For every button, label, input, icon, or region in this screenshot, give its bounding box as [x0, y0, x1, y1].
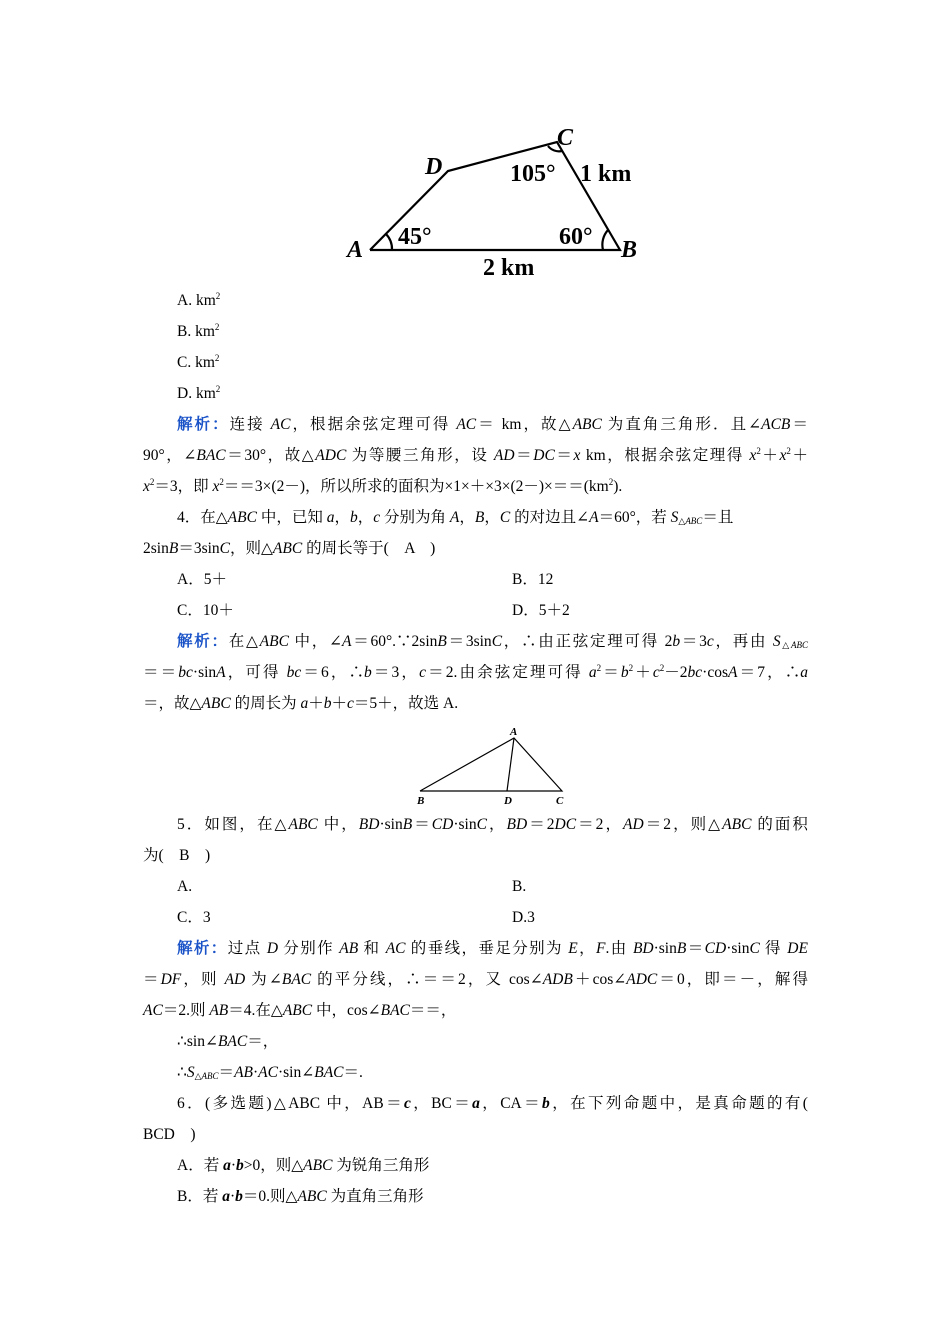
- q6-option-a: A．若 a·b>0，则△ABC 为锐角三角形: [177, 1157, 430, 1174]
- fig2-vertex-d: D: [504, 795, 512, 807]
- q5-option-b: B.: [512, 878, 527, 895]
- q5-solution-line2: ＝DF，则 AD 为∠BAC 的平分线，∴＝＝2，又 cos∠ADB＋cos∠ADC＝0，即＝－，解得: [143, 971, 808, 988]
- side-bc-label: 1 km: [580, 161, 632, 187]
- q5-solution-line1: 解析：过点 D 分别作 AB 和 AC 的垂线，垂足分别为 E，F.由 BD·sinB＝CD·sinC 得 DE: [177, 940, 808, 957]
- q6-option-b: B．若 a·b＝0.则△ABC 为直角三角形: [177, 1188, 424, 1205]
- q6-stem-line1: 6．(多选题)△ABC 中，AB＝c，BC＝a，CA＝b，在下列命题中，是真命题的有(: [177, 1095, 808, 1112]
- fig2-vertex-c: C: [556, 795, 564, 807]
- q5-stem-line1: 5．如图，在△ABC 中，BD·sinB＝CD·sinC，BD＝2DC＝2，AD＝2，则△ABC 的面积: [177, 816, 808, 833]
- vertex-b-label: B: [621, 237, 638, 263]
- q5-solution-line4: ∴sin∠BAC＝，: [177, 1033, 279, 1050]
- fig2-vertex-a: A: [510, 726, 518, 738]
- fig2-vertex-b: B: [417, 795, 425, 807]
- angle-c-label: 105°: [510, 161, 556, 187]
- q5-solution-line3: AC＝2.则 AB＝4.在△ABC 中，cos∠BAC＝＝，: [143, 1002, 457, 1019]
- q3-solution-line2: 90°，∠BAC＝30°，故△ADC 为等腰三角形，设 AD＝DC＝x km，根据余弦定理得 $x^2+x^2+$: [143, 446, 808, 464]
- q5-stem-line2: 为( B ): [143, 847, 211, 864]
- q4-solution-line3: ＝，故△ABC 的周长为 a＋b＋c＝5＋，故选 A.: [143, 695, 459, 712]
- q4-solution-line2: ＝＝bc·sinA，可得 bc＝6，∴b＝3，c＝2.由余弦定理可得 $a^2=b^2+c^2-2bc\cdot\cos A=7$，∴a: [143, 663, 808, 681]
- q4-option-c: C．10＋: [177, 602, 234, 619]
- q3-option-a: A. $km^2$: [177, 291, 221, 309]
- side-ab-label: 2 km: [483, 255, 535, 281]
- q3-solution-line1: 解析：连接 AC，根据余弦定理可得 AC＝ km，故△ABC 为直角三角形．且∠ACB＝: [177, 416, 808, 433]
- q6-stem-line2: BCD ): [143, 1126, 196, 1143]
- quadrilateral-figure: [340, 120, 650, 285]
- vertex-d-label: D: [425, 154, 443, 180]
- q4-stem-line1: 4．在△ABC 中，已知 a，b，c 分别为角 A，B，C 的对边且∠A＝60°，若 $S_{\triangle ABC}=$且: [177, 509, 734, 526]
- q5-solution-line5: $\therefore S_{\triangle ABC}=AB\cdot AC\cdot\sin\angle BAC=$.: [177, 1064, 363, 1081]
- angle-a-label: 45°: [398, 224, 432, 250]
- q4-solution-line1: 解析：在△ABC 中，∠A＝60°.∵2sinB＝3sinC，∴由正弦定理可得 2b＝3c，再由 $S_{\triangle ABC}$: [177, 633, 808, 650]
- q3-solution-line3: $x^2=3$，即 $x^2==3\times(2-)$，所以所求的面积为$\times 1\times+\times 3\times(2-)\times==(km^2)$.: [143, 477, 623, 495]
- q3-option-b: B. $km^2$: [177, 322, 220, 340]
- q3-option-d: D. $km^2$: [177, 384, 221, 402]
- triangle-figure: [410, 724, 575, 808]
- q3-option-c: C. $km^2$: [177, 353, 220, 371]
- vertex-c-label: C: [557, 125, 574, 151]
- q5-option-a: A.: [177, 878, 193, 895]
- q5-option-d: D.3: [512, 909, 535, 926]
- q4-option-a: A．5＋: [177, 571, 227, 588]
- q4-option-d: D．5＋2: [512, 602, 570, 619]
- q4-stem-line2: 2sinB＝3sinC，则△ABC 的周长等于( A ): [143, 540, 436, 557]
- q4-option-b: B．12: [512, 571, 554, 588]
- vertex-a-label: A: [347, 237, 364, 263]
- angle-b-label: 60°: [559, 224, 593, 250]
- q5-option-c: C．3: [177, 909, 211, 926]
